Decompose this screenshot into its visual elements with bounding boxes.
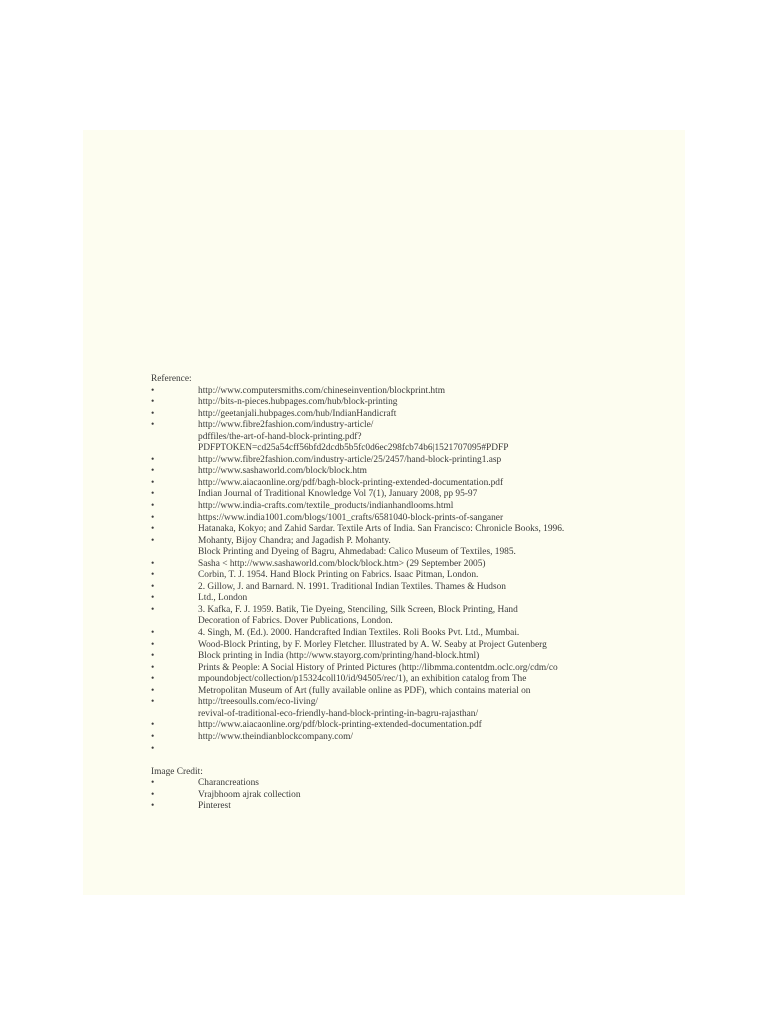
reference-item-text: Ltd., London: [198, 593, 248, 604]
reference-item-text: http://www.theindianblockcompany.com/: [198, 731, 354, 742]
reference-item: [151, 409, 681, 421]
reference-item-text: https://www.india1001.com/blogs/1001_crafts/6581040-block-prints-of-sanganer: [198, 512, 504, 523]
page-content: [151, 374, 681, 813]
image-credit-item-text: Vrajbhoom ajrak collection: [198, 789, 301, 800]
reference-item: [151, 651, 681, 663]
reference-item: [151, 489, 681, 501]
reference-item-text: Corbin, T. J. 1954. Hand Block Printing on Fabrics. Isaac Pitman, London.: [198, 570, 479, 581]
reference-item-text: mpoundobject/collection/p15324coll10/id/94505/rec/1), an exhibition catalog from The: [198, 674, 527, 685]
bullet-marker: •: [151, 524, 155, 535]
reference-item: [151, 397, 681, 409]
reference-item: [151, 466, 681, 478]
reference-item: [151, 640, 681, 652]
reference-item: [151, 501, 681, 513]
reference-item-text: http://www.india-crafts.com/textile_products/indianhandlooms.html: [198, 501, 454, 512]
reference-item-text: Indian Journal of Traditional Knowledge Vol 7(1), January 2008, pp 95-97: [198, 489, 478, 500]
reference-item: [151, 536, 681, 559]
bullet-marker: •: [151, 685, 155, 696]
reference-item-text: http://www.computersmiths.com/chineseinvention/blockprint.htm: [198, 385, 446, 396]
reference-item: [151, 455, 681, 467]
bullet-marker: •: [151, 501, 155, 512]
reference-item: [151, 628, 681, 640]
bullet-marker: •: [151, 720, 155, 731]
reference-item: [151, 697, 681, 720]
image-credit-heading: Image Credit:: [151, 766, 203, 777]
reference-item: [151, 674, 681, 686]
reference-item-text: http://www.sashaworld.com/block/block.htm: [198, 466, 367, 477]
reference-item-text: http://geetanjali.hubpages.com/hub/IndianHandicraft: [198, 408, 397, 419]
reference-item-text: 2. Gillow, J. and Barnard. N. 1991. Traditional Indian Textiles. Thames & Hudson: [198, 581, 506, 592]
reference-item-text: Wood-Block Printing, by F. Morley Fletcher. Illustrated by A. W. Seaby at Project Gutenberg: [198, 639, 547, 650]
reference-item-text: Decoration of Fabrics. Dover Publications, London.: [198, 616, 393, 627]
bullet-marker: •: [151, 593, 155, 604]
reference-item-text: revival-of-traditional-eco-friendly-hand-block-printing-in-bagru-rajasthan/: [198, 708, 479, 719]
document-page: [83, 130, 685, 895]
references-heading: Reference:: [151, 374, 192, 384]
reference-item-text: Block printing in India (http://www.stayorg.com/printing/hand-block.html): [198, 651, 480, 662]
reference-item-text: http://www.aiacaonline.org/pdf/block-printing-extended-documentation.pdf: [198, 720, 482, 731]
bullet-marker: •: [151, 420, 155, 431]
bullet-marker: •: [151, 477, 155, 488]
bullet-marker: •: [151, 801, 155, 812]
image-credit-item: [151, 801, 681, 813]
bullet-marker: •: [151, 662, 155, 673]
reference-item: [151, 686, 681, 698]
reference-item-text: pdffiles/the-art-of-hand-block-printing.pdf?: [198, 431, 362, 442]
reference-item: [151, 605, 681, 628]
bullet-marker: •: [151, 581, 155, 592]
reference-item-text: http://www.aiacaonline.org/pdf/bagh-block-printing-extended-documentation.pdf: [198, 477, 504, 488]
bullet-marker: •: [151, 489, 155, 500]
reference-item: [151, 559, 681, 571]
image-credit-item: [151, 790, 681, 802]
image-credit-item-text: Charancreations: [198, 778, 259, 789]
bullet-marker: •: [151, 570, 155, 581]
bullet-marker: •: [151, 466, 155, 477]
reference-item: [151, 744, 681, 756]
reference-item: [151, 570, 681, 582]
bullet-marker: •: [151, 731, 155, 742]
bullet-marker: •: [151, 789, 155, 800]
bullet-marker: •: [151, 512, 155, 523]
bullet-marker: •: [151, 385, 155, 396]
bullet-marker: •: [151, 454, 155, 465]
bullet-marker: •: [151, 778, 155, 789]
reference-item-text: 4. Singh, M. (Ed.). 2000. Handcrafted Indian Textiles. Roli Books Pvt. Ltd., Mumbai.: [198, 628, 520, 639]
reference-item: [151, 720, 681, 732]
bullet-marker: •: [151, 639, 155, 650]
reference-item-text: Mohanty, Bijoy Chandra; and Jagadish P. Mohanty.: [198, 535, 391, 546]
references-list: [151, 386, 681, 756]
reference-item: [151, 420, 681, 455]
reference-item: [151, 513, 681, 525]
reference-item-text: Sasha < http://www.sashaworld.com/block/block.htm> (29 September 2005): [198, 558, 486, 569]
reference-item-text: http://treesoulls.com/eco-living/: [198, 697, 319, 708]
section-gap: [151, 755, 681, 767]
reference-item-text: Hatanaka, Kokyo; and Zahid Sardar. Textile Arts of India. San Francisco: Chronicle Books, 1996.: [198, 524, 565, 535]
reference-item: [151, 524, 681, 536]
bullet-marker: •: [151, 535, 155, 546]
reference-item-text: Block Printing and Dyeing of Bagru, Ahmedabad: Calico Museum of Textiles, 1985.: [198, 547, 516, 558]
bullet-marker: •: [151, 674, 155, 685]
reference-item: [151, 386, 681, 398]
reference-item-text: Prints & People: A Social History of Printed Pictures (http://libmma.contentdm.oclc.org/cdm/co: [198, 662, 558, 673]
reference-item: [151, 732, 681, 744]
bullet-marker: •: [151, 628, 155, 639]
reference-item: [151, 663, 681, 675]
reference-item-text: Metropolitan Museum of Art (fully available online as PDF), which contains material on: [198, 685, 531, 696]
reference-item: [151, 593, 681, 605]
bullet-marker: •: [151, 558, 155, 569]
reference-item-text: http://www.fibre2fashion.com/industry-article/: [198, 420, 374, 431]
bullet-marker: •: [151, 397, 155, 408]
bullet-marker: •: [151, 604, 155, 615]
image-credit-item-text: Pinterest: [198, 801, 231, 812]
reference-item-text: http://www.fibre2fashion.com/industry-article/25/2457/hand-block-printing1.asp: [198, 454, 502, 465]
image-credit-list: [151, 778, 681, 813]
reference-item-text: [198, 744, 681, 756]
bullet-marker: •: [151, 743, 155, 754]
bullet-marker: •: [151, 697, 155, 708]
reference-item-text: http://bits-n-pieces.hubpages.com/hub/block-printing: [198, 397, 398, 408]
reference-item: [151, 582, 681, 594]
bullet-marker: •: [151, 408, 155, 419]
reference-item: [151, 478, 681, 490]
image-credit-item: [151, 778, 681, 790]
reference-item-text: 3. Kafka, F. J. 1959. Batik, Tie Dyeing, Stenciling, Silk Screen, Block Printing, Hand: [198, 604, 518, 615]
reference-item-text: PDFPTOKEN=cd25a54cff56bfd2dcdb5b5fc0d6ec298fcb74b6|1521707095#PDFP: [198, 443, 509, 454]
bullet-marker: •: [151, 651, 155, 662]
